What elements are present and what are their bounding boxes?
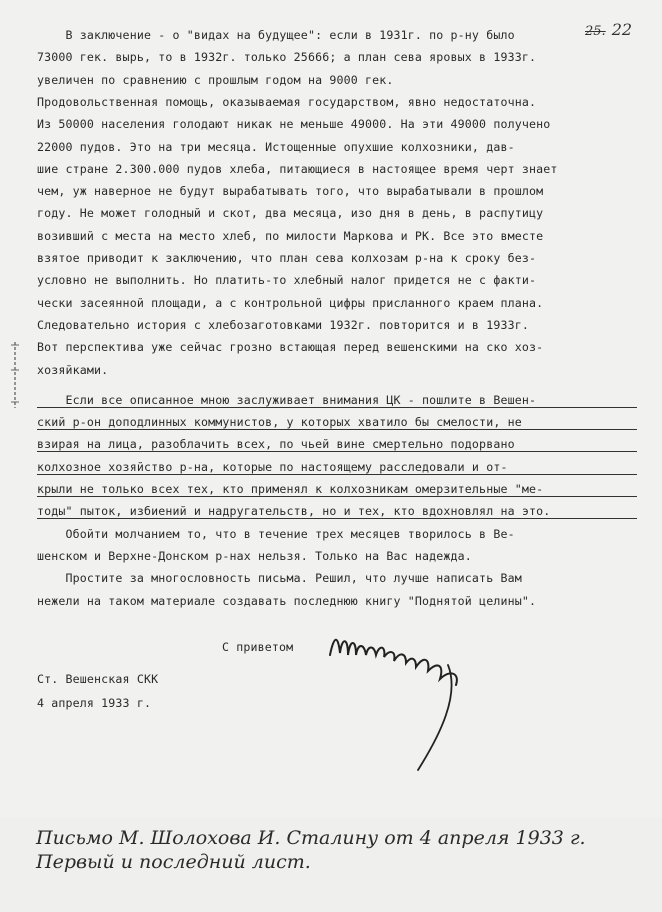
letter-line: В заключение - о "видах на будущее": если в 1931г. по р-ну было	[37, 28, 515, 42]
letter-line: Простите за многословность письма. Решил, что лучше написать Вам	[37, 571, 522, 586]
letter-line: Вот перспектива уже сейчас грозно встающая перед вешенскими на ско хоз-	[37, 340, 544, 355]
letter-line: ский р-он доподлинных коммунистов, у которых хватило бы смелости, не	[37, 415, 637, 430]
letter-line: колхозное хозяйство р-на, которые по настоящему расследовали и от-	[37, 460, 637, 475]
letter-line: Если все описанное мною заслуживает внимания ЦК - пошлите в Вешен-	[37, 393, 637, 408]
struck-page-number: 25.	[585, 24, 606, 39]
letter-line: шенском и Верхне-Донском р-нах нельзя. Только на Вас надежда.	[37, 548, 472, 563]
handwritten-signature	[320, 625, 490, 775]
letter-line: возивший с места на место хлеб, по милости Маркова и РК. Все это вместе	[37, 228, 544, 243]
letter-line: взятое приводит к заключению, что план сева колхозам р-на к сроку без-	[37, 251, 537, 265]
letter-line: Продовольственная помощь, оказываемая государством, явно недостаточна.	[37, 94, 537, 109]
letter-line: Из 50000 населения голодают никак не меньше 49000. На эти 49000 получено	[37, 117, 551, 132]
letter-line: условно не выполнить. Но платить-то хлебный налог придется не с факти-	[37, 273, 537, 288]
letter-line: чем, уж наверное не будут вырабатывать того, что вырабатывали в прошлом	[37, 184, 544, 199]
letter-line: крыли не только всех тех, кто применял к колхозникам омерзительные "ме-	[37, 482, 637, 497]
closing-greeting: С приветом	[222, 640, 294, 654]
current-page-number: 22	[611, 20, 633, 39]
letter-line: шие стране 2.300.000 пудов хлеба, питающиеся в настоящее время черт знает	[37, 161, 558, 176]
letter-line: взирая на лица, разоблачить всех, по чьей вине смертельно подорвано	[37, 437, 637, 452]
letter-line: Обойти молчанием то, что в течение трех месяцев творилось в Ве-	[37, 526, 515, 541]
letter-line: году. Не может голодный и скот, два месяца, изо дня в день, в распутицу	[37, 206, 544, 221]
caption-line-1: Письмо М. Шолохова И. Сталину от 4 апреля 1933 г.	[36, 827, 586, 849]
margin-pencil-mark	[8, 340, 22, 410]
letter-line: увеличен по сравнению с прошлым годом на 9000 гек.	[37, 72, 394, 87]
sender-date: 4 апреля 1933 г.	[37, 696, 152, 710]
letter-line: чески засеянной площади, а с контрольной цифры присланного краем плана.	[37, 295, 544, 310]
letter-line: Следовательно история с хлебозаготовками 1932г. повторится и в 1933г.	[37, 317, 529, 332]
letter-line: хозяйками.	[37, 362, 109, 377]
letter-line: 22000 пудов. Это на три месяца. Истощенные опухшие колхозники, дав-	[37, 139, 515, 154]
letter-line: нежели на таком материале создавать последнюю книгу "Поднятой целины".	[37, 593, 537, 608]
sender-place: Ст. Вешенская СКК	[37, 672, 159, 686]
letter-line: тоды" пыток, избиений и надругательств, но и тех, кто вдохновлял на это.	[37, 504, 637, 519]
photo-caption	[36, 826, 636, 874]
letter-line: 73000 гек. вырь, то в 1932г. только 25666; а план сева яровых в 1933г.	[37, 50, 537, 65]
caption-line-2: Первый и последний лист.	[36, 851, 311, 873]
